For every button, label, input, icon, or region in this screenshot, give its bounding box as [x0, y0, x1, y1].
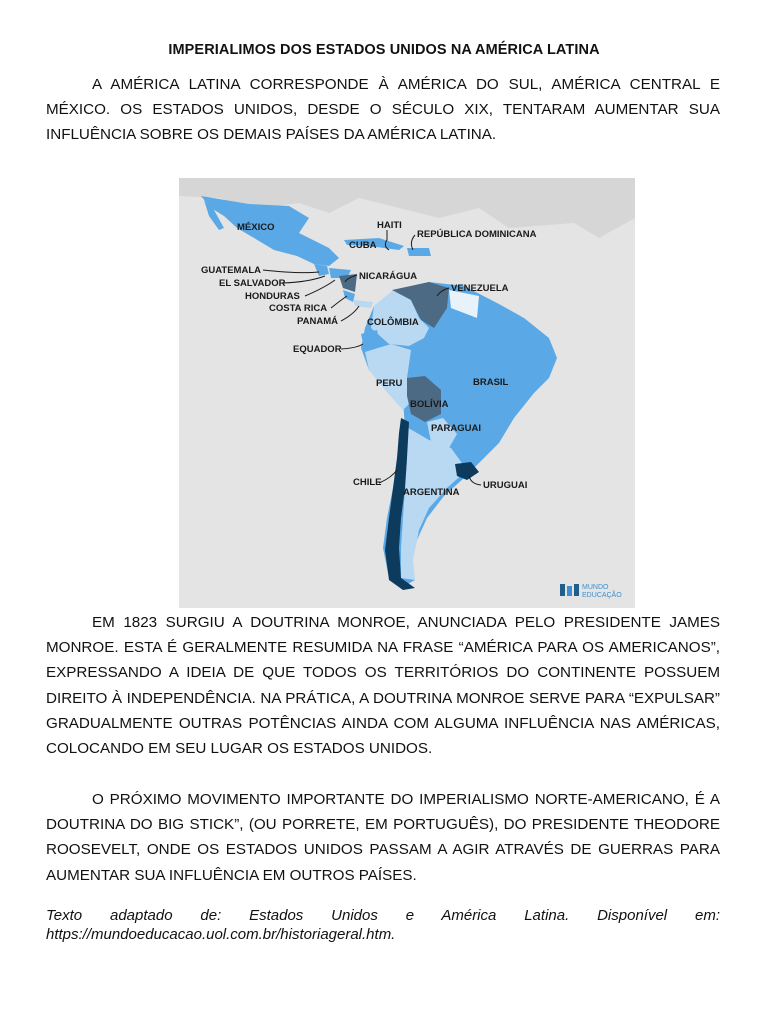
label-colombia: COLÔMBIA	[367, 317, 419, 328]
label-guatemala: GUATEMALA	[201, 265, 261, 276]
label-peru: PERU	[376, 378, 403, 389]
label-elsalvador: EL SALVADOR	[219, 278, 286, 289]
label-costarica: COSTA RICA	[269, 303, 328, 314]
big-stick-paragraph: O PRÓXIMO MOVIMENTO IMPORTANTE DO IMPERIALISMO NORTE-AMERICANO, É A DOUTRINA DO BIG STICK”, (OU PORRETE, EM PORTUGUÊS), DO PRESIDENTE THEODORE ROOSEVELT, ONDE OS ESTADOS UNIDOS PASSAM A AGIR ATRAVÉS DE GUERRAS PARA AUMENTAR SUA INFLUÊNCIA EM OUTROS PAÍSES.	[46, 791, 720, 884]
label-chile: CHILE	[353, 477, 382, 488]
label-cuba: CUBA	[349, 240, 377, 251]
logo-bar-1	[560, 584, 565, 596]
label-equador: EQUADOR	[293, 344, 342, 355]
label-dominican: REPÚBLICA DOMINICANA	[417, 229, 537, 240]
hispaniola-shape	[407, 248, 431, 256]
label-paraguai: PARAGUAI	[431, 423, 481, 434]
label-panama: PANAMÁ	[297, 316, 338, 327]
logo-line2: EDUCAÇÃO	[582, 592, 622, 599]
logo-bar-2	[567, 586, 572, 596]
label-venezuela: VENEZUELA	[451, 283, 509, 294]
label-uruguai: URUGUAI	[483, 480, 528, 491]
page-title: IMPERIALIMOS DOS ESTADOS UNIDOS NA AMÉRICA LATINA	[168, 42, 600, 58]
label-honduras: HONDURAS	[245, 291, 300, 302]
label-mexico: MÉXICO	[237, 222, 275, 233]
label-argentina: ARGENTINA	[403, 487, 460, 498]
label-bolivia: BOLÍVIA	[410, 399, 449, 410]
monroe-paragraph: EM 1823 SURGIU A DOUTRINA MONROE, ANUNCIADA PELO PRESIDENTE JAMES MONROE. ESTA É GERALMENTE RESUMIDA NA FRASE “AMÉRICA PARA OS AMERICANOS”, EXPRESSANDO A IDEIA DE QUE TODOS OS TERRITÓRIOS DO CONTINENTE POSSUEM DIREITO À INDEPENDÊNCIA. NA PRÁTICA, A DOUTRINA MONROE SERVE PARA “EXPULSAR” GRADUALMENTE OUTRAS POTÊNCIAS AINDA COM ALGUMA INFLUÊNCIA NAS AMÉRICAS, COLOCANDO EM SEU LUGAR OS ESTADOS UNIDOS.	[46, 614, 720, 758]
map-graphic	[179, 178, 635, 608]
logo-bar-3	[574, 584, 579, 596]
label-haiti: HAITI	[377, 220, 402, 231]
latin-america-map	[179, 178, 635, 608]
label-nicaragua: NICARÁGUA	[359, 271, 418, 282]
intro-paragraph: A AMÉRICA LATINA CORRESPONDE À AMÉRICA DO SUL, AMÉRICA CENTRAL E MÉXICO. OS ESTADOS UNIDOS, DESDE O SÉCULO XIX, TENTARAM AUMENTAR SUA INFLUÊNCIA SOBRE OS DEMAIS PAÍSES DA AMÉRICA LATINA.	[46, 76, 720, 144]
label-brasil: BRASIL	[473, 377, 509, 388]
source-citation: Texto adaptado de: Estados Unidos e América Latina. Disponível em: https://mundoeducacao.uol.com.br/historiageral.htm.	[46, 907, 720, 943]
logo-line1: MUNDO	[582, 584, 609, 591]
